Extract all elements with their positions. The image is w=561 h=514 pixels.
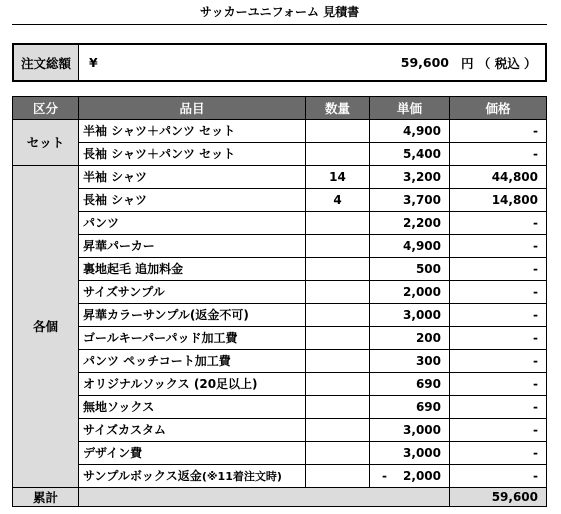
order-total-box (12, 43, 547, 82)
item-unit-price: 3,200 (370, 166, 450, 189)
item-qty (306, 373, 370, 396)
item-unit-price: 500 (370, 258, 450, 281)
item-unit-price: 3,000 (370, 442, 450, 465)
order-total-amount: 59,600 (400, 55, 449, 70)
header-price: 価格 (450, 97, 547, 120)
table-row (13, 304, 547, 327)
item-qty (306, 327, 370, 350)
category-cell-set: セット (13, 120, 79, 166)
item-name: 半袖 シャツ＋パンツ セット (79, 120, 306, 143)
total-price: 59,600 (450, 488, 547, 507)
item-unit-price-negative (370, 465, 450, 488)
item-price: - (450, 465, 547, 488)
currency-symbol: ¥ (89, 55, 98, 70)
table-row (13, 327, 547, 350)
header-quantity: 数量 (306, 97, 370, 120)
item-qty (306, 396, 370, 419)
item-name-with-note (79, 465, 306, 488)
item-price: - (450, 258, 547, 281)
item-name: パンツ ペッチコート加工費 (79, 350, 306, 373)
table-row (13, 166, 547, 189)
item-price: - (450, 442, 547, 465)
item-qty: 14 (306, 166, 370, 189)
item-name: オリジナルソックス (20足以上) (79, 373, 306, 396)
item-unit-price: 690 (370, 396, 450, 419)
item-name: ゴールキーパーパッド加工費 (79, 327, 306, 350)
table-row (13, 189, 547, 212)
header-category: 区分 (13, 97, 79, 120)
item-price: - (450, 281, 547, 304)
total-label: 累計 (13, 488, 79, 507)
item-price: - (450, 120, 547, 143)
item-qty (306, 442, 370, 465)
item-price: - (450, 304, 547, 327)
item-unit-price: 2,200 (370, 212, 450, 235)
header-unit-price: 単価 (370, 97, 450, 120)
item-price: 44,800 (450, 166, 547, 189)
item-unit-price: 3,000 (370, 419, 450, 442)
item-qty (306, 235, 370, 258)
table-row (13, 465, 547, 488)
item-name: 無地ソックス (79, 396, 306, 419)
item-name: 半袖 シャツ (79, 166, 306, 189)
header-item: 品目 (79, 97, 306, 120)
item-unit-price: 300 (370, 350, 450, 373)
item-unit-price: 2,000 (370, 281, 450, 304)
item-qty (306, 281, 370, 304)
item-unit-price: 4,900 (370, 235, 450, 258)
item-name: 昇華カラーサンプル(返金不可) (79, 304, 306, 327)
item-name: サイズカスタム (79, 419, 306, 442)
item-name: サンプルボックス返金 (83, 468, 202, 483)
item-qty: 4 (306, 189, 370, 212)
item-qty (306, 120, 370, 143)
table-row (13, 212, 547, 235)
order-total-label: 注文総額 (14, 45, 79, 80)
table-row (13, 396, 547, 419)
item-price: - (450, 419, 547, 442)
item-price: - (450, 212, 547, 235)
item-price: - (450, 235, 547, 258)
item-qty (306, 465, 370, 488)
item-unit-price: 2,000 (403, 468, 441, 483)
table-row (13, 419, 547, 442)
item-price: - (450, 373, 547, 396)
order-total-unit: 円 （ 税込 ） (461, 55, 537, 71)
minus-sign: - (382, 468, 387, 483)
item-price: - (450, 396, 547, 419)
item-unit-price: 3,700 (370, 189, 450, 212)
item-unit-price: 5,400 (370, 143, 450, 166)
item-qty (306, 419, 370, 442)
item-unit-price: 3,000 (370, 304, 450, 327)
item-price: - (450, 143, 547, 166)
table-row (13, 143, 547, 166)
item-name: パンツ (79, 212, 306, 235)
item-name: 長袖 シャツ (79, 189, 306, 212)
item-qty (306, 258, 370, 281)
estimate-table (12, 96, 547, 507)
item-name: サイズサンプル (79, 281, 306, 304)
item-price: 14,800 (450, 189, 547, 212)
category-cell-individual: 各個 (13, 166, 79, 488)
item-name: 長袖 シャツ＋パンツ セット (79, 143, 306, 166)
item-price: - (450, 327, 547, 350)
item-qty (306, 143, 370, 166)
table-row (13, 350, 547, 373)
table-row (13, 120, 547, 143)
table-header-row (13, 97, 547, 120)
item-qty (306, 350, 370, 373)
item-unit-price: 200 (370, 327, 450, 350)
document-title: サッカーユニフォーム 見積書 (12, 2, 547, 25)
table-row (13, 258, 547, 281)
table-row (13, 235, 547, 258)
item-name: 昇華パーカー (79, 235, 306, 258)
table-row (13, 373, 547, 396)
item-note: (※11着注文時) (201, 469, 282, 483)
item-unit-price: 690 (370, 373, 450, 396)
item-price: - (450, 350, 547, 373)
table-row (13, 442, 547, 465)
item-qty (306, 304, 370, 327)
item-qty (306, 212, 370, 235)
item-name: デザイン費 (79, 442, 306, 465)
table-row (13, 281, 547, 304)
item-unit-price: 4,900 (370, 120, 450, 143)
total-spacer (79, 488, 450, 507)
item-name: 裏地起毛 追加料金 (79, 258, 306, 281)
total-row (13, 488, 547, 507)
